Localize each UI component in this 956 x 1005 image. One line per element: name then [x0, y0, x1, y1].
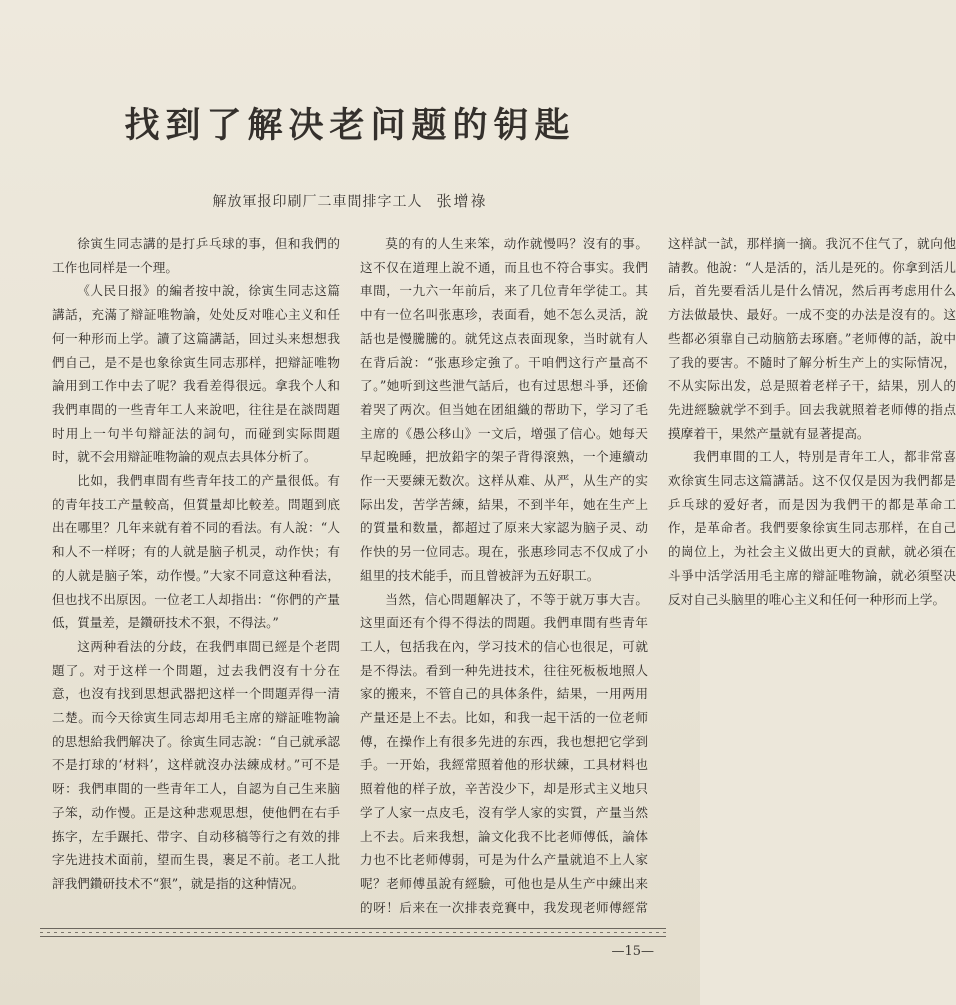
- article-title: 找到了解决老问题的钥匙: [124, 105, 576, 146]
- body-paragraph: 《人民日报》的編者按中說，徐寅生同志这篇講話，充滿了辯証唯物論，处处反对唯心主义和任何一种形而上学。讀了这篇講話，回过头来想想我們自己，是不是也象徐寅生同志那样，把辯証唯物論用到工作中去了呢？我看差得很远。拿我个人和我們車間的一些青年工人来說吧，往往是在談問題时用上一句半句辯証法的詞句，而碰到实际問題时，就不会用辯証唯物論的观点去具体分析了。: [52, 283, 340, 465]
- article-body: [52, 232, 956, 940]
- body-paragraph: 徐寅生同志講的是打乒乓球的事，但和我們的工作也同样是一个理。: [52, 236, 340, 275]
- byline-affiliation: 解放軍报印刷厂二車間排字工人: [212, 194, 423, 210]
- byline: [0, 190, 700, 211]
- footer-divider: [40, 928, 666, 937]
- byline-author: 张增祿: [436, 192, 488, 210]
- body-paragraph: 我們車間的工人，特別是青年工人，都非常喜欢徐寅生同志这篇講話。这不仅仅是因为我們都是乒乓球的爱好者，而是因为我們干的都是革命工作，是革命者。我們要象徐寅生同志那样，在自己的崗位上，为社会主义做出更大的貢献，就必須在斗爭中活学活用毛主席的辯証唯物論，就必須堅决反对自己头脑里的唯心主义和任何一种形而上学。: [668, 449, 956, 607]
- body-paragraph: 这两种看法的分歧，在我們車間已經是个老問題了。对于这样一个問題，过去我們沒有十分在意，也沒有找到思想武器把这样一个問題弄得一清二楚。而今天徐寅生同志却用毛主席的辯証唯物論的思想給我們解决了。徐寅生同志說：“自己就承認不是打球的‘材料’，这样就沒办法練成材。”可不是呀：我們車間的一些青年工人，自認为自己生来脑子笨，动作慢。正是这种悲观思想，使他們在右手拣字，左手蹍托、带字、自动移稿等行之有效的排字先进技术面前，望而生畏，裹足不前。老工人批評我們鑽研技术不“狠”，就是指的这种情况。: [52, 638, 340, 891]
- body-paragraph: 比如，我們車間有些青年技工的产量很低。有的青年技工产量較高，但質量却比較差。問題到底出在哪里？几年来就有着不同的看法。有人說：“人和人不一样呀；有的人就是脑子机灵，动作快；有的人就是脑子笨，动作慢。”大家不同意这种看法，但也找不出原因。一位老工人却指出：“你們的产量低，質量差，是鑽研技术不狠，不得法。”: [52, 473, 340, 631]
- page-number: —15—: [611, 944, 654, 959]
- body-paragraph: 当然，信心問題解决了，不等于就万事大吉。这里面还有个得不得法的問題。我們車間有些青年工人，包括我在內，学习技术的信心也很足，可就是不得法。看到一种先进技术，往往死板板地照人家的搬来，不管自己的具体条件，結果，一用两用产量还是上不去。比如，和我一起干活的一位老师傅，在操作上有很多先进的东西，我也想把它学到手。一开始，我經常照着他的形状練，工具材料也照着他的样子放，辛苦没少下，却是形式主义地只学了人家一点皮毛，沒有学人家的实質，产量当然上不去。后来我想，論文化我不比老师傅低，論体力也不比老师傅弱，可是为什么产量就追不上人家呢？老师傅虽說有經驗，可他也是从生产中練出来的呀！后来在一次排表竞賽中，我发现老师傅經常这样試一試，那样摘一摘。我沉不住气了，就向他請教。他說：“人是活的，活儿是死的。你拿到活儿后，首先要看活儿是什么情况，然后再考虑用什么方法做最快、最好。一成不变的办法是沒有的。这些都必須靠自己动脑筋去琢磨。”老师傅的話，說中了我的要害。不隨时了解分析生产上的实际情况，不从实际出发，总是照着老样子干，結果，別人的先进經驗就学不到手。回去我就照着老师傅的指点摸摩着干，果然产量就有显著提高。: [360, 236, 956, 915]
- body-paragraph: 莫的有的人生来笨，动作就慢吗？沒有的事。这不仅在道理上說不通，而且也不符合事实。我們車間，一九六一年前后，来了几位青年学徒工。其中有一位名叫张惠珍，表面看，她不怎么灵活，說話也是慢騰騰的。就凭这点表面现象，当时就有人在背后說：“张惠珍定強了。干咱們这行产量高不了。”她听到这些泄气話后，也有过思想斗爭，还偷着哭了两次。但当她在团組織的帮助下，学习了毛主席的《愚公移山》一文后，增强了信心。她每天早起晚睡，把放鉛字的架子背得滾熟，一个連續动作一天要練无数次。这样从难、从严，从生产的实际出发，苦学苦練，結果，不到半年，她在生产上的質量和数量，都超过了原来大家認为脑子灵、动作快的另一位同志。現在，张惠珍同志不仅成了小組里的技术能手，而且曾被評为五好职工。: [360, 236, 648, 583]
